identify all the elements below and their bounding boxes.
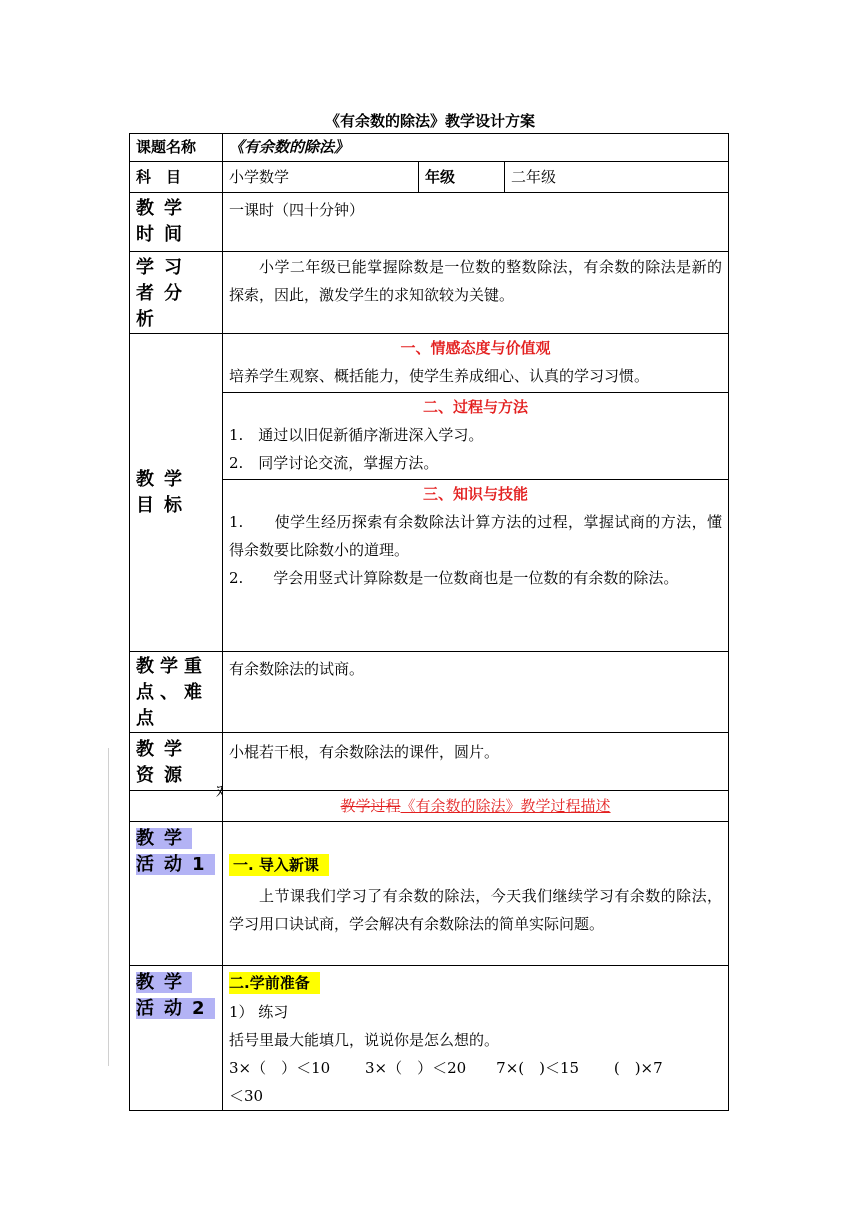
stray-character: ﾇ (216, 782, 224, 800)
time-value: 一课时（四十分钟） (223, 193, 729, 252)
document-title: 《有余数的除法》教学设计方案 (324, 112, 535, 130)
row-topic (130, 134, 729, 162)
row-process-header (130, 791, 729, 822)
subject-value: 小学数学 (223, 162, 419, 193)
activity-2-exercises: 3×（ ）＜10 3×（ ）＜20 7×( )＜15 ( )×7 (229, 1059, 663, 1077)
activity-1-content (223, 822, 729, 966)
process-header-blank (130, 791, 223, 822)
subject-label: 科 目 (130, 162, 223, 193)
goal-section-emotion-title: 一、情感态度与价值观 (400, 339, 551, 357)
grade-value: 二年级 (505, 162, 729, 193)
activity-1-text: 上节课我们学习了有余数的除法，今天我们继续学习有余数的除法，学习用口诀试商，学会解决有余数除法的简单实际问题。 (229, 887, 723, 933)
learner-value: 小学二年级已能掌握除数是一位数的整数除法，有余数的除法是新的探索，因此，激发学生的求知欲较为关键。 (223, 252, 729, 334)
topic-value: 《有余数的除法》 (223, 134, 729, 162)
resources-label: 教学资源 (130, 733, 223, 791)
goals-label: 教学目标 (130, 334, 223, 652)
goal-section-process-title: 二、过程与方法 (423, 398, 529, 416)
goals-content (223, 334, 729, 652)
goal-section-knowledge-title: 三、知识与技能 (423, 485, 529, 503)
activity-2-exercises-tail: ＜30 (229, 1087, 264, 1105)
learner-label: 学习者分析 (130, 252, 223, 334)
goal-knowledge-item-2: 2. 学会用竖式计算除数是一位数商也是一位数的有余数的除法。 (229, 569, 679, 587)
activity-1-label: 教学活动1 (130, 822, 223, 966)
process-header: 教学过程《有余数的除法》教学过程描述 (223, 791, 729, 822)
key-points-value: 有余数除法的试商。 (223, 652, 729, 733)
row-goals (130, 334, 729, 652)
key-points-label: 教学重点、难点 (130, 652, 223, 733)
grade-label: 年级 (419, 162, 505, 193)
row-subject (130, 162, 729, 193)
activity-2-question: 括号里最大能填几，说说你是怎么想的。 (229, 1031, 500, 1049)
activity-2-sub: 1） 练习 (229, 1003, 289, 1021)
goal-process-item-2: 2. 同学讨论交流，掌握方法。 (229, 454, 439, 472)
margin-line (108, 748, 109, 1066)
resources-value: 小棍若干根，有余数除法的课件，圆片。 (223, 733, 729, 791)
activity-2-content (223, 966, 729, 1111)
lesson-plan-table (129, 133, 729, 1111)
row-learner (130, 252, 729, 334)
goal-section-emotion-text: 培养学生观察、概括能力，使学生养成细心、认真的学习习惯。 (229, 367, 650, 385)
activity-1-heading: 一. 导入新课 (229, 854, 329, 876)
topic-label: 课题名称 (130, 134, 223, 162)
row-time (130, 193, 729, 252)
goal-process-item-1: 1. 通过以旧促新循序渐进深入学习。 (229, 426, 484, 444)
row-activity-2 (130, 966, 729, 1111)
row-resources (130, 733, 729, 791)
row-key-points (130, 652, 729, 733)
time-label: 教学时间 (130, 193, 223, 252)
activity-2-heading: 二.学前准备 (229, 972, 320, 994)
activity-2-label: 教学活动2 (130, 966, 223, 1111)
row-activity-1 (130, 822, 729, 966)
goal-knowledge-item-1: 1. 使学生经历探索有余数除法计算方法的过程，掌握试商的方法，懂得余数要比除数小的道理。 (229, 513, 723, 559)
